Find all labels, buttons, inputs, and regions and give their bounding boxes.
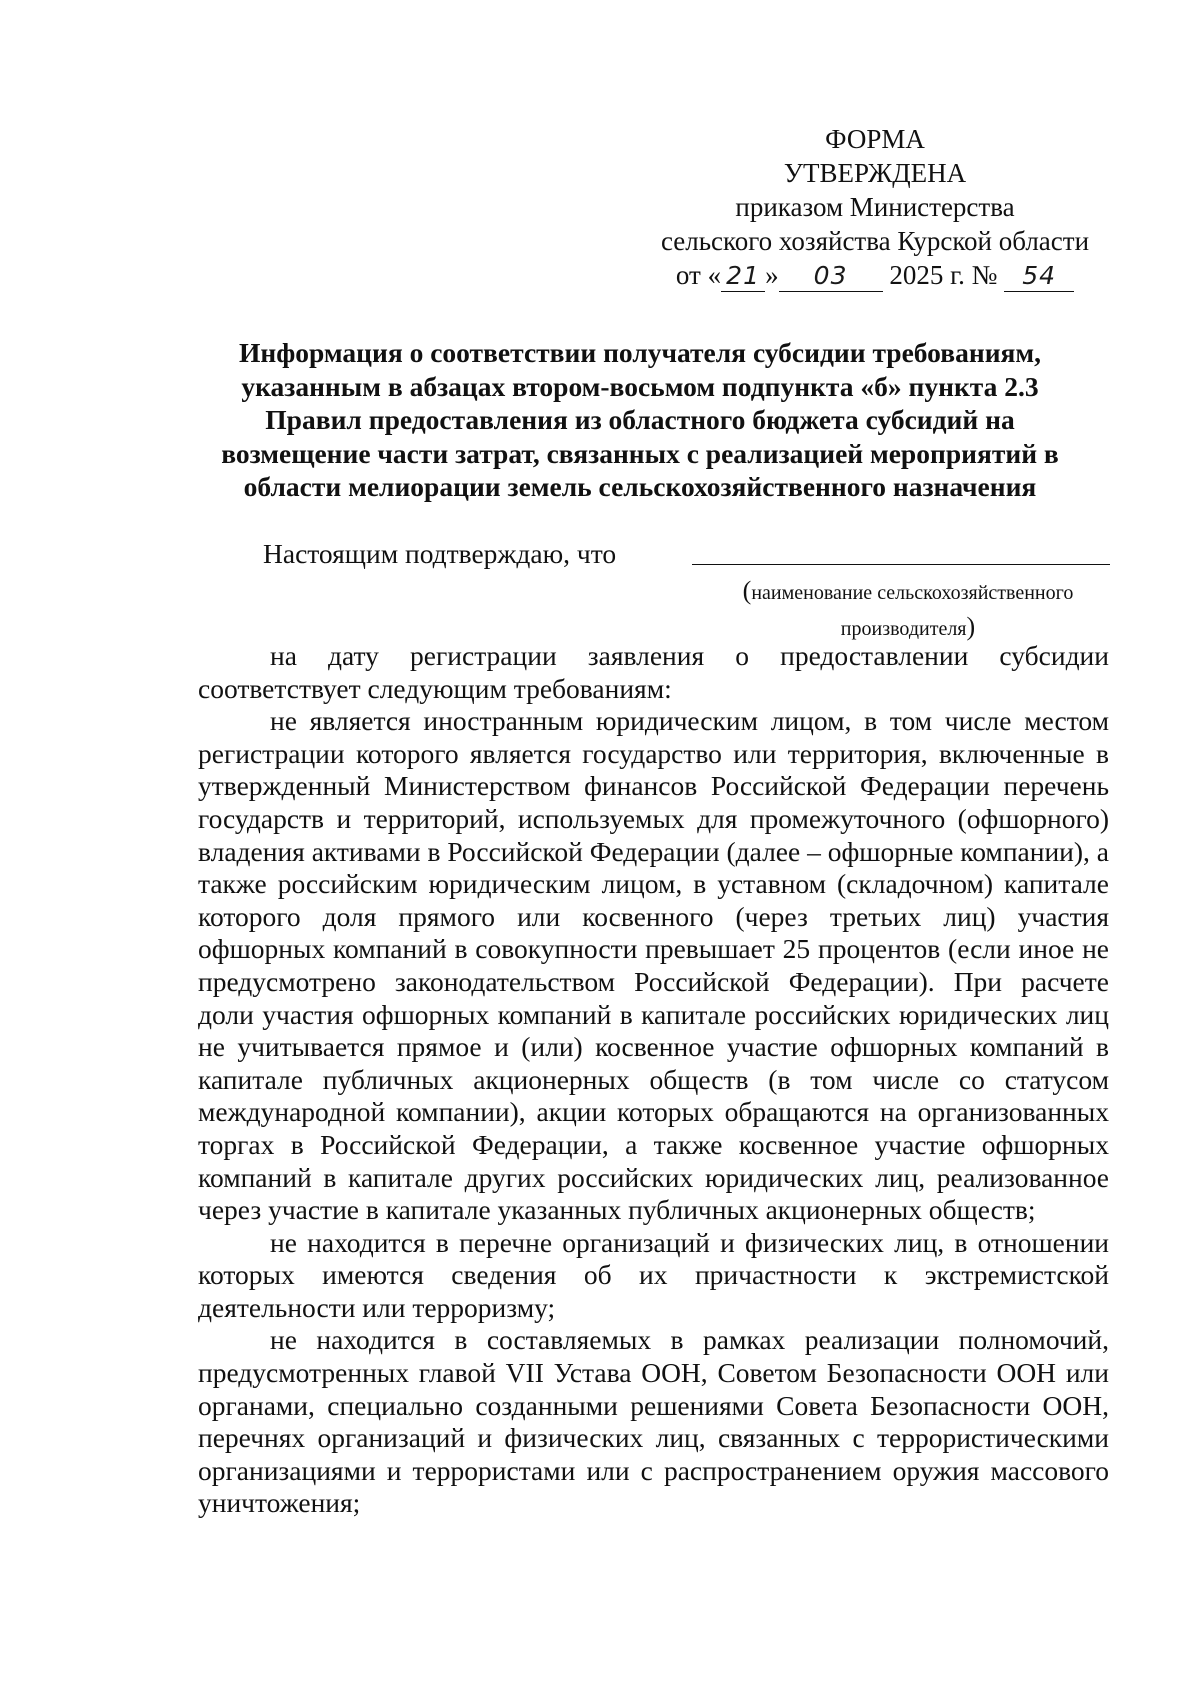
- title-line: возмещение части затрат, связанных с реализацией мероприятий в: [221, 437, 1059, 469]
- approval-form-label: ФОРМА: [825, 124, 925, 154]
- date-prefix: от «: [675, 260, 722, 290]
- document-body: [198, 640, 1109, 1520]
- confirmation-text: Настоящим подтверждаю, что: [263, 538, 617, 569]
- approval-order-line: приказом Министерства: [735, 192, 1015, 222]
- title-line: Информация о соответствии получателя субсидии требованиям,: [238, 337, 1042, 368]
- approval-date-line: [640, 258, 1110, 292]
- caption-open-paren: (: [742, 576, 752, 605]
- handwritten-month: 03: [779, 261, 883, 292]
- body-paragraph: не находится в перечне организаций и физических лиц, в отношении которых имеются сведения об их причастности к экстремистской деятельности или терроризму;: [198, 1226, 1109, 1323]
- title-line: Правил предоставления из областного бюджета субсидий на: [265, 404, 1015, 435]
- document-title: [200, 336, 1080, 504]
- caption-line1: наименование сельскохозяйственного: [751, 582, 1074, 604]
- caption-close-paren: ): [966, 612, 976, 641]
- date-mid: »: [765, 260, 779, 290]
- title-line: указанным в абзацах втором-восьмом подпункта «б» пункта 2.3: [241, 370, 1039, 402]
- handwritten-order-number: 54: [1004, 261, 1074, 292]
- caption-line2: производителя: [840, 618, 967, 640]
- date-year: 2025 г. №: [889, 260, 998, 290]
- handwritten-day: 21: [721, 261, 765, 292]
- body-paragraph: на дату регистрации заявления о предоставлении субсидии соответствует следующим требованиям:: [198, 640, 1109, 704]
- body-paragraph: не является иностранным юридическим лицом, в том числе местом регистрации которого является государство или территория, включенные в утвержденный Министерством финансов Российской Федерации перечень государств и территорий, используемых для промежуточного (офшорного) владения активами в Российской Федерации (далее – офшорные компании), а также российским юридическим лицом, в уставном (складочном) капитале которого доля прямого или косвенного (через третьих лиц) участия офшорных компаний в совокупности превышает 25 процентов (если иное не предусмотрено законодательством Российской Федерации). При расчете доли участия офшорных компаний в капитале российских юридических лиц не учитывается прямое и (или) косвенное участие офшорных компаний в капитале публичных акционерных обществ (в том числе со статусом международной компании), акции которых обращаются на организованных торгах в Российской Федерации, а также косвенное участие офшорных компаний в капитале других российских юридических лиц, реализованное через участие в капитале указанных публичных акционерных обществ;: [198, 705, 1110, 1226]
- approval-stamp: [640, 122, 1110, 292]
- approval-ministry-line: сельского хозяйства Курской области: [660, 226, 1090, 256]
- producer-name-blank: [692, 564, 1110, 565]
- body-paragraph: не находится в составляемых в рамках реализации полномочий, предусмотренных главой VII Устава ООН, Советом Безопасности ООН или органами, специально созданными решениями Совета Безопасности ООН, перечнях организаций и физических лиц, связанных с террористическими организациями и террористами или с распространением оружия массового уничтожения;: [198, 1324, 1109, 1519]
- approval-approved-label: УТВЕРЖДЕНА: [783, 158, 967, 188]
- producer-name-caption: [706, 574, 1110, 646]
- title-line: области мелиорации земель сельскохозяйственного назначения: [243, 471, 1037, 502]
